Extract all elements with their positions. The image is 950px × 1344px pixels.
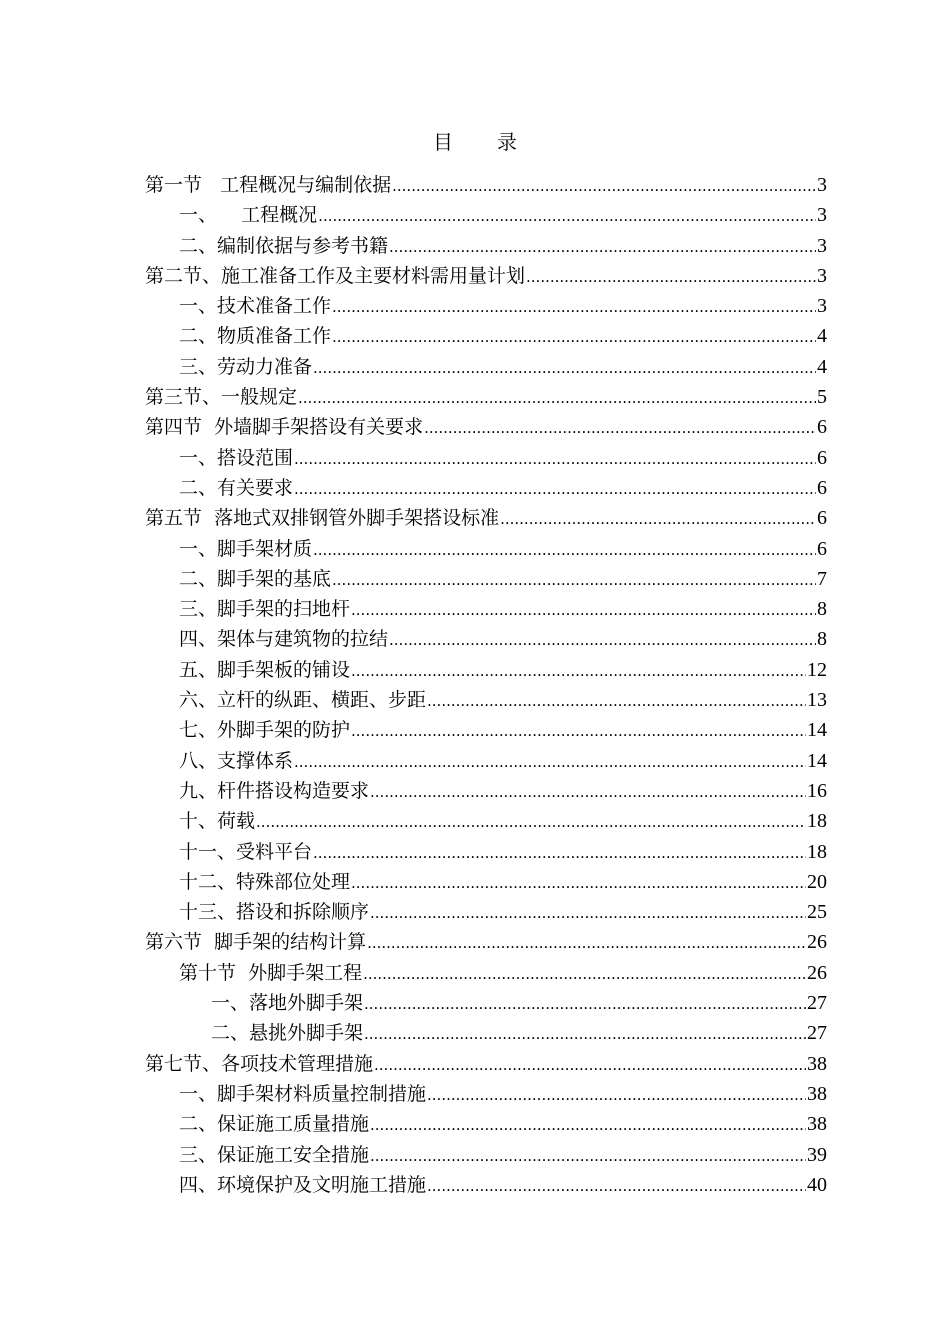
toc-entry[interactable]	[145, 715, 827, 745]
toc-entry-text: 一、脚手架材料质量控制措施	[179, 1082, 427, 1105]
toc-page-number: 4	[817, 355, 827, 378]
toc-dot-leader	[363, 959, 806, 989]
toc-dot-leader	[374, 1050, 806, 1080]
toc-entry[interactable]	[145, 1170, 827, 1200]
toc-dot-leader	[318, 201, 816, 231]
toc-entry-text: 十二、特殊部位处理	[179, 870, 351, 893]
toc-dot-leader	[364, 1019, 806, 1049]
toc-entry[interactable]	[145, 776, 827, 806]
toc-page-number: 18	[807, 840, 827, 863]
toc-page-number: 20	[807, 870, 827, 893]
toc-entry[interactable]	[145, 231, 827, 261]
toc-entry[interactable]	[145, 200, 827, 230]
toc-entry-text: 第十节 外脚手架工程	[179, 961, 363, 984]
toc-page-number: 26	[807, 961, 827, 984]
toc-dot-leader	[370, 1110, 806, 1140]
toc-entry-text: 三、脚手架的扫地杆	[179, 598, 351, 621]
toc-dot-leader	[294, 474, 816, 504]
toc-dot-leader	[332, 292, 816, 322]
toc-page-number: 6	[817, 416, 827, 439]
toc-entry-text: 第一节 工程概况与编制依据	[145, 174, 392, 196]
toc-dot-leader	[500, 504, 816, 534]
toc-entry[interactable]	[145, 352, 827, 382]
toc-dot-leader	[389, 232, 816, 262]
toc-entry[interactable]	[145, 897, 827, 927]
toc-entry[interactable]	[145, 503, 827, 533]
toc-entry[interactable]	[145, 1109, 827, 1139]
toc-dot-leader	[351, 656, 806, 686]
toc-entry-text: 二、物质准备工作	[179, 325, 332, 348]
toc-entry[interactable]	[145, 958, 827, 988]
table-of-contents	[145, 170, 827, 1200]
toc-dot-leader	[370, 777, 806, 807]
toc-page-number: 3	[817, 234, 827, 257]
toc-entry-text: 八、支撑体系	[179, 749, 294, 772]
toc-dot-leader	[313, 838, 806, 868]
toc-dot-leader	[332, 322, 816, 352]
toc-page-number: 6	[817, 507, 827, 530]
toc-dot-leader	[256, 807, 806, 837]
toc-page-number: 12	[807, 658, 827, 681]
toc-entry-text: 五、脚手架板的铺设	[179, 658, 351, 681]
toc-entry[interactable]	[145, 412, 827, 442]
toc-entry[interactable]	[145, 867, 827, 897]
toc-page-number: 39	[807, 1143, 827, 1166]
toc-page-number: 3	[817, 295, 827, 318]
toc-entry-text: 第六节 脚手架的结构计算	[145, 931, 367, 954]
toc-page-number: 27	[807, 1022, 827, 1045]
toc-entry-text: 七、外脚手架的防护	[179, 719, 351, 742]
toc-entry[interactable]	[145, 321, 827, 351]
toc-dot-leader	[294, 747, 806, 777]
toc-page-number: 5	[817, 386, 827, 409]
toc-title	[0, 126, 950, 155]
toc-page-number: 8	[817, 598, 827, 621]
toc-entry[interactable]	[145, 1049, 827, 1079]
toc-entry-text: 二、保证施工质量措施	[179, 1113, 370, 1136]
toc-entry-text: 四、架体与建筑物的拉结	[179, 628, 389, 651]
toc-page-number: 13	[807, 689, 827, 712]
toc-dot-leader	[351, 595, 816, 625]
toc-entry-text: 十三、搭设和拆除顺序	[179, 901, 370, 924]
toc-entry-text: 一、脚手架材质	[179, 537, 313, 560]
toc-dot-leader	[351, 716, 806, 746]
toc-entry[interactable]	[145, 1079, 827, 1109]
toc-entry-text: 第二节、施工准备工作及主要材料需用量计划	[145, 264, 526, 287]
toc-dot-leader	[427, 686, 806, 716]
toc-entry-text: 四、环境保护及文明施工措施	[179, 1173, 427, 1196]
toc-page-number: 25	[807, 901, 827, 924]
toc-entry[interactable]	[145, 806, 827, 836]
toc-entry-text: 十一、受料平台	[179, 840, 313, 863]
toc-entry-text: 九、杆件搭设构造要求	[179, 779, 370, 802]
toc-dot-leader	[351, 868, 806, 898]
toc-page-number: 26	[807, 931, 827, 954]
toc-entry-text: 二、编制依据与参考书籍	[179, 234, 389, 257]
toc-page-number: 6	[817, 446, 827, 469]
toc-page-number: 38	[807, 1052, 827, 1075]
toc-page-number: 3	[817, 204, 827, 227]
toc-page-number: 18	[807, 810, 827, 833]
toc-page-number: 3	[817, 264, 827, 287]
toc-entry-text: 第五节 落地式双排钢管外脚手架搭设标准	[145, 507, 500, 530]
toc-dot-leader	[294, 444, 816, 474]
toc-page-number: 40	[807, 1173, 827, 1196]
toc-entry[interactable]	[145, 534, 827, 564]
toc-entry[interactable]	[145, 655, 827, 685]
toc-entry[interactable]	[145, 1140, 827, 1170]
toc-dot-leader	[332, 565, 816, 595]
toc-entry[interactable]	[145, 594, 827, 624]
toc-entry-text: 一、搭设范围	[179, 446, 294, 469]
toc-entry-text: 十、荷载	[179, 810, 256, 833]
toc-entry-text: 三、劳动力准备	[179, 355, 313, 378]
toc-dot-leader	[367, 928, 806, 958]
toc-entry[interactable]	[145, 624, 827, 654]
toc-entry[interactable]	[145, 291, 827, 321]
toc-page-number: 38	[807, 1082, 827, 1105]
toc-entry[interactable]	[145, 564, 827, 594]
toc-dot-leader	[427, 1171, 806, 1201]
toc-entry-text: 三、保证施工安全措施	[179, 1143, 370, 1166]
toc-page-number: 4	[817, 325, 827, 348]
toc-entry-text: 六、立杆的纵距、横距、步距	[179, 689, 427, 712]
toc-page-number: 6	[817, 476, 827, 499]
toc-entry[interactable]	[145, 382, 827, 412]
toc-entry-text: 第七节、各项技术管理措施	[145, 1052, 374, 1075]
toc-page-number: 16	[807, 779, 827, 802]
toc-entry[interactable]	[145, 1018, 827, 1048]
toc-dot-leader	[370, 1141, 806, 1171]
toc-entry-text: 一、技术准备工作	[179, 295, 332, 318]
toc-entry-text: 二、悬挑外脚手架	[211, 1022, 364, 1045]
toc-entry-text: 一、落地外脚手架	[211, 992, 364, 1015]
toc-entry[interactable]	[145, 927, 827, 957]
toc-dot-leader	[364, 989, 806, 1019]
toc-dot-leader	[370, 898, 806, 928]
toc-page-number: 7	[817, 567, 827, 590]
toc-page-number: 14	[807, 749, 827, 772]
toc-dot-leader	[526, 262, 816, 292]
toc-page-number: 27	[807, 992, 827, 1015]
toc-dot-leader	[313, 353, 816, 383]
toc-page-number: 3	[817, 174, 827, 196]
toc-title-part-2: 录	[497, 130, 517, 154]
toc-entry-text: 二、脚手架的基底	[179, 567, 332, 590]
toc-entry[interactable]	[145, 988, 827, 1018]
toc-page-number: 8	[817, 628, 827, 651]
toc-dot-leader	[389, 625, 816, 655]
toc-dot-leader	[298, 383, 816, 413]
toc-entry[interactable]	[145, 443, 827, 473]
toc-dot-leader	[392, 171, 816, 201]
toc-page-number: 38	[807, 1113, 827, 1136]
toc-entry-text: 第三节、一般规定	[145, 386, 298, 409]
toc-entry[interactable]	[145, 170, 827, 200]
toc-title-part-1: 目	[433, 130, 453, 154]
toc-entry[interactable]	[145, 261, 827, 291]
toc-entry[interactable]	[145, 473, 827, 503]
toc-entry-text: 一、 工程概况	[179, 204, 318, 227]
toc-page-number: 6	[817, 537, 827, 560]
toc-dot-leader	[427, 1080, 806, 1110]
toc-entry-text: 二、有关要求	[179, 476, 294, 499]
toc-entry-text: 第四节 外墙脚手架搭设有关要求	[145, 416, 424, 439]
toc-dot-leader	[424, 413, 816, 443]
toc-dot-leader	[313, 535, 816, 565]
toc-entry[interactable]	[145, 837, 827, 867]
toc-entry[interactable]	[145, 685, 827, 715]
toc-page-number: 14	[807, 719, 827, 742]
toc-entry[interactable]	[145, 746, 827, 776]
